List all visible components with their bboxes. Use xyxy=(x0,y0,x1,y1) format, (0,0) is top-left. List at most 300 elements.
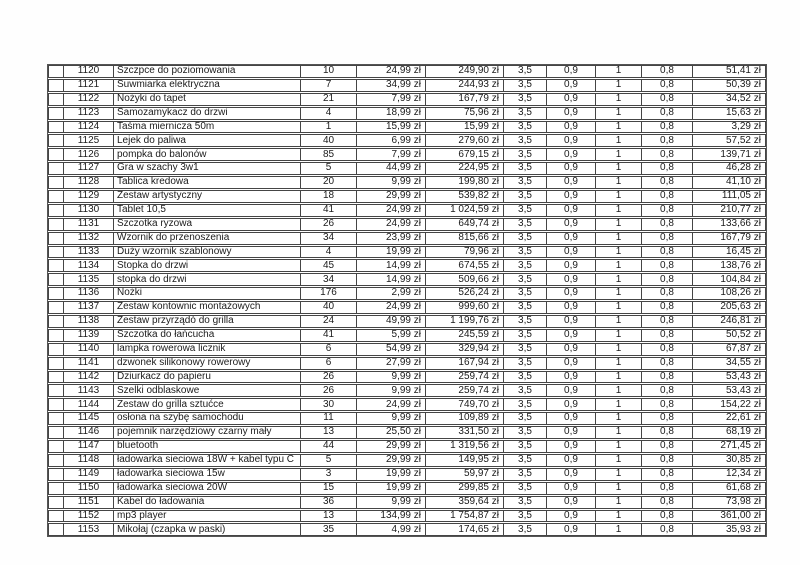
final-value-cell: 3,29 zł xyxy=(731,121,761,132)
unit-price-cell: 44,99 zł xyxy=(357,163,426,174)
product-name-cell: bluetooth xyxy=(114,441,301,452)
table-row xyxy=(48,121,766,134)
row-blank-cell xyxy=(49,358,64,369)
factor-1-cell: 3,5 xyxy=(504,316,547,327)
factor-2-cell: 0,9 xyxy=(547,163,596,174)
unit-price-cell: 14,99 zł xyxy=(357,274,426,285)
row-id-cell: 1146 xyxy=(64,427,114,438)
quantity-cell: 6 xyxy=(301,344,357,355)
quantity-cell: 11 xyxy=(301,413,357,424)
factor-1-cell: 3,5 xyxy=(504,122,547,133)
quantity-cell: 5 xyxy=(301,163,357,174)
unit-price-cell: 6,99 zł xyxy=(357,135,426,146)
row-id-cell: 1151 xyxy=(64,497,114,508)
factor-3-cell: 1 xyxy=(596,205,642,216)
factor-2-cell: 0,9 xyxy=(547,274,596,285)
quantity-cell: 176 xyxy=(301,288,357,299)
product-name-cell: dzwonek silikonowy rowerowy xyxy=(114,358,301,369)
quantity-cell: 1 xyxy=(301,122,357,133)
quantity-cell: 26 xyxy=(301,372,357,383)
table-row xyxy=(48,93,766,106)
row-blank-cell xyxy=(49,399,64,410)
product-name-cell: Duży wzornik szablonowy xyxy=(114,247,301,258)
table-row xyxy=(48,454,766,467)
factor-3-cell: 1 xyxy=(596,260,642,271)
factor-1-cell: 3,5 xyxy=(504,247,547,258)
table-row xyxy=(48,440,766,453)
unit-price-cell: 19,99 zł xyxy=(357,483,426,494)
quantity-cell: 40 xyxy=(301,302,357,313)
product-name-cell: Zestaw kontownic montażowych xyxy=(114,302,301,313)
total-price-cell: 167,94 zł xyxy=(426,358,504,369)
total-price-cell: 79,96 zł xyxy=(426,247,504,258)
factor-3-cell: 1 xyxy=(596,80,642,91)
row-id-cell: 1121 xyxy=(64,80,114,91)
factor-3-cell: 1 xyxy=(596,441,642,452)
product-name-cell: Tablet 10,5 xyxy=(114,205,301,216)
quantity-cell: 15 xyxy=(301,483,357,494)
factor-1-cell: 3,5 xyxy=(504,205,547,216)
factor-1-cell: 3,5 xyxy=(504,511,547,522)
product-name-cell: Samozamykacz do drzwi xyxy=(114,108,301,119)
final-value-cell: 139,71 zł xyxy=(720,149,761,160)
final-value-cell: 108,26 zł xyxy=(720,288,761,299)
row-id-cell: 1149 xyxy=(64,469,114,480)
product-name-cell: Nożki xyxy=(114,288,301,299)
final-value-cell: 50,52 zł xyxy=(725,329,761,341)
row-blank-cell xyxy=(49,483,64,494)
table-row xyxy=(48,65,766,78)
unit-price-cell: 24,99 zł xyxy=(357,205,426,216)
factor-2-cell: 0,9 xyxy=(547,358,596,369)
quantity-cell: 44 xyxy=(301,441,357,452)
factor-3-cell: 1 xyxy=(596,302,642,313)
unit-price-cell: 24,99 zł xyxy=(357,302,426,313)
unit-price-cell: 15,99 zł xyxy=(357,122,426,133)
table-row xyxy=(48,357,766,370)
factor-4-cell: 0,8 xyxy=(642,135,693,146)
final-value-cell: 34,52 zł xyxy=(725,93,761,104)
row-blank-cell xyxy=(49,344,64,355)
row-id-cell: 1125 xyxy=(64,135,114,146)
quantity-cell: 4 xyxy=(301,247,357,258)
product-name-cell: Dziurkacz do papieru xyxy=(114,372,301,383)
final-value-cell: 53,43 zł xyxy=(725,385,761,396)
row-id-cell: 1153 xyxy=(64,524,114,535)
factor-2-cell: 0,9 xyxy=(547,497,596,508)
factor-2-cell: 0,9 xyxy=(547,524,596,535)
factor-3-cell: 1 xyxy=(596,66,642,77)
factor-2-cell: 0,9 xyxy=(547,316,596,327)
row-blank-cell xyxy=(49,413,64,424)
row-id-cell: 1150 xyxy=(64,483,114,494)
factor-1-cell: 3,5 xyxy=(504,441,547,452)
row-blank-cell xyxy=(49,469,64,480)
table-row xyxy=(48,246,766,259)
unit-price-cell: 23,99 zł xyxy=(357,233,426,244)
factor-1-cell: 3,5 xyxy=(504,260,547,271)
row-blank-cell xyxy=(49,80,64,91)
total-price-cell: 149,95 zł xyxy=(426,455,504,466)
final-value-cell: 167,79 zł xyxy=(720,232,761,243)
total-price-cell: 259,74 zł xyxy=(426,385,504,396)
factor-2-cell: 0,9 xyxy=(547,233,596,244)
row-blank-cell xyxy=(49,302,64,313)
quantity-cell: 26 xyxy=(301,385,357,396)
factor-4-cell: 0,8 xyxy=(642,316,693,327)
factor-2-cell: 0,9 xyxy=(547,191,596,202)
row-blank-cell xyxy=(49,524,64,535)
quantity-cell: 41 xyxy=(301,330,357,341)
final-value-cell: 67,87 zł xyxy=(725,343,761,354)
total-price-cell: 509,66 zł xyxy=(426,274,504,285)
product-name-cell: Szczotka ryzowa xyxy=(114,219,301,230)
row-id-cell: 1134 xyxy=(64,260,114,271)
final-value-cell: 46,28 zł xyxy=(725,163,761,174)
quantity-cell: 18 xyxy=(301,191,357,202)
quantity-cell: 40 xyxy=(301,135,357,146)
total-price-cell: 15,99 zł xyxy=(426,122,504,133)
total-price-cell: 815,66 zł xyxy=(426,233,504,244)
final-value-cell: 57,52 zł xyxy=(725,135,761,146)
quantity-cell: 34 xyxy=(301,233,357,244)
row-blank-cell xyxy=(49,219,64,230)
final-value-cell: 15,63 zł xyxy=(725,107,761,118)
total-price-cell: 167,79 zł xyxy=(426,94,504,105)
final-value-cell: 61,68 zł xyxy=(725,482,761,493)
factor-2-cell: 0,9 xyxy=(547,455,596,466)
factor-1-cell: 3,5 xyxy=(504,80,547,91)
product-name-cell: Szczpce do poziomowania xyxy=(114,66,301,77)
factor-4-cell: 0,8 xyxy=(642,344,693,355)
total-price-cell: 245,59 zł xyxy=(426,330,504,341)
table-row xyxy=(48,79,766,92)
table-row xyxy=(48,384,766,397)
factor-2-cell: 0,9 xyxy=(547,372,596,383)
factor-4-cell: 0,8 xyxy=(642,177,693,188)
factor-2-cell: 0,9 xyxy=(547,344,596,355)
final-value-cell: 41,10 zł xyxy=(725,177,761,188)
factor-3-cell: 1 xyxy=(596,191,642,202)
unit-price-cell: 14,99 zł xyxy=(357,260,426,271)
final-value-cell: 22,61 zł xyxy=(725,413,761,424)
row-blank-cell xyxy=(49,122,64,133)
final-value-cell: 104,84 zł xyxy=(720,274,761,285)
total-price-cell: 679,15 zł xyxy=(426,149,504,160)
factor-4-cell: 0,8 xyxy=(642,149,693,160)
factor-3-cell: 1 xyxy=(596,483,642,494)
table-row xyxy=(48,204,766,217)
quantity-cell: 13 xyxy=(301,427,357,438)
quantity-cell: 24 xyxy=(301,316,357,327)
factor-3-cell: 1 xyxy=(596,163,642,174)
row-blank-cell xyxy=(49,247,64,258)
product-name-cell: lampka rowerowa licznik xyxy=(114,344,301,355)
factor-1-cell: 3,5 xyxy=(504,274,547,285)
factor-4-cell: 0,8 xyxy=(642,385,693,396)
product-name-cell: osłona na szybę samochodu xyxy=(114,413,301,424)
total-price-cell: 199,80 zł xyxy=(426,177,504,188)
table-row xyxy=(48,273,766,286)
final-value-cell: 16,45 zł xyxy=(725,246,761,257)
quantity-cell: 10 xyxy=(301,66,357,77)
final-value-cell: 12,34 zł xyxy=(725,468,761,480)
factor-1-cell: 3,5 xyxy=(504,427,547,438)
table-row xyxy=(48,107,766,120)
product-name-cell: Zestaw artystyczny xyxy=(114,191,301,202)
factor-3-cell: 1 xyxy=(596,288,642,299)
total-price-cell: 59,97 zł xyxy=(426,469,504,480)
factor-1-cell: 3,5 xyxy=(504,497,547,508)
factor-3-cell: 1 xyxy=(596,219,642,230)
product-name-cell: mp3 player xyxy=(114,511,301,522)
table-row xyxy=(48,398,766,411)
unit-price-cell: 25,50 zł xyxy=(357,427,426,438)
factor-2-cell: 0,9 xyxy=(547,330,596,341)
unit-price-cell: 9,99 zł xyxy=(357,413,426,424)
table-row xyxy=(48,232,766,245)
factor-3-cell: 1 xyxy=(596,122,642,133)
factor-4-cell: 0,8 xyxy=(642,330,693,341)
row-id-cell: 1139 xyxy=(64,330,114,341)
row-id-cell: 1123 xyxy=(64,108,114,119)
table-row xyxy=(48,482,766,495)
table-row xyxy=(48,523,766,536)
row-id-cell: 1138 xyxy=(64,316,114,327)
row-id-cell: 1140 xyxy=(64,344,114,355)
table-row xyxy=(48,176,766,189)
factor-4-cell: 0,8 xyxy=(642,511,693,522)
factor-2-cell: 0,9 xyxy=(547,288,596,299)
product-name-cell: Wzornik do przenoszenia xyxy=(114,233,301,244)
quantity-cell: 36 xyxy=(301,497,357,508)
factor-3-cell: 1 xyxy=(596,330,642,341)
row-id-cell: 1124 xyxy=(64,122,114,133)
final-value-cell: 246,81 zł xyxy=(720,316,761,327)
unit-price-cell: 34,99 zł xyxy=(357,80,426,91)
factor-3-cell: 1 xyxy=(596,108,642,119)
product-name-cell: Stopka do drzwi xyxy=(114,260,301,271)
row-id-cell: 1141 xyxy=(64,358,114,369)
total-price-cell: 749,70 zł xyxy=(426,399,504,410)
row-blank-cell xyxy=(49,455,64,466)
row-id-cell: 1147 xyxy=(64,441,114,452)
factor-2-cell: 0,9 xyxy=(547,260,596,271)
unit-price-cell: 134,99 zł xyxy=(357,511,426,522)
factor-3-cell: 1 xyxy=(596,511,642,522)
product-name-cell: Nożyki do tapet xyxy=(114,94,301,105)
row-blank-cell xyxy=(49,94,64,105)
row-id-cell: 1126 xyxy=(64,149,114,160)
total-price-cell: 1 024,59 zł xyxy=(426,205,504,216)
row-blank-cell xyxy=(49,274,64,285)
table-row xyxy=(48,468,766,481)
unit-price-cell: 18,99 zł xyxy=(357,108,426,119)
row-id-cell: 1145 xyxy=(64,413,114,424)
factor-3-cell: 1 xyxy=(596,233,642,244)
factor-1-cell: 3,5 xyxy=(504,455,547,466)
row-blank-cell xyxy=(49,108,64,119)
unit-price-cell: 54,99 zł xyxy=(357,344,426,355)
table-row xyxy=(48,496,766,509)
factor-3-cell: 1 xyxy=(596,385,642,396)
total-price-cell: 299,85 zł xyxy=(426,483,504,494)
final-value-cell: 210,77 zł xyxy=(720,204,761,216)
row-blank-cell xyxy=(49,135,64,146)
row-blank-cell xyxy=(49,149,64,160)
unit-price-cell: 29,99 zł xyxy=(357,441,426,452)
row-id-cell: 1135 xyxy=(64,274,114,285)
factor-1-cell: 3,5 xyxy=(504,163,547,174)
row-blank-cell xyxy=(49,288,64,299)
quantity-cell: 13 xyxy=(301,511,357,522)
factor-4-cell: 0,8 xyxy=(642,205,693,216)
final-value-cell: 154,22 zł xyxy=(720,399,761,410)
product-name-cell: Zestaw do grilla sztućce xyxy=(114,399,301,410)
factor-1-cell: 3,5 xyxy=(504,219,547,230)
unit-price-cell: 9,99 zł xyxy=(357,497,426,508)
factor-3-cell: 1 xyxy=(596,427,642,438)
table-row xyxy=(48,162,766,175)
row-blank-cell xyxy=(49,385,64,396)
factor-1-cell: 3,5 xyxy=(504,233,547,244)
product-name-cell: Zestaw przyrządó do grilla xyxy=(114,316,301,327)
unit-price-cell: 27,99 zł xyxy=(357,358,426,369)
row-blank-cell xyxy=(49,191,64,202)
total-price-cell: 249,90 zł xyxy=(426,66,504,77)
unit-price-cell: 4,99 zł xyxy=(357,524,426,535)
factor-1-cell: 3,5 xyxy=(504,330,547,341)
factor-3-cell: 1 xyxy=(596,344,642,355)
row-id-cell: 1120 xyxy=(64,66,114,77)
factor-4-cell: 0,8 xyxy=(642,372,693,383)
table-row xyxy=(48,259,766,272)
row-blank-cell xyxy=(49,316,64,327)
factor-3-cell: 1 xyxy=(596,94,642,105)
factor-4-cell: 0,8 xyxy=(642,469,693,480)
table-row xyxy=(48,287,766,300)
product-name-cell: Kabel do ładowania xyxy=(114,497,301,508)
row-id-cell: 1131 xyxy=(64,219,114,230)
factor-4-cell: 0,8 xyxy=(642,455,693,466)
factor-1-cell: 3,5 xyxy=(504,483,547,494)
factor-1-cell: 3,5 xyxy=(504,413,547,424)
total-price-cell: 244,93 zł xyxy=(426,80,504,91)
factor-4-cell: 0,8 xyxy=(642,483,693,494)
row-blank-cell xyxy=(49,205,64,216)
row-id-cell: 1144 xyxy=(64,399,114,410)
total-price-cell: 1 754,87 zł xyxy=(426,511,504,522)
final-value-cell: 34,55 zł xyxy=(725,357,761,368)
final-value-cell: 35,93 zł xyxy=(725,524,761,535)
table-row xyxy=(48,134,766,147)
final-value-cell: 50,39 zł xyxy=(725,79,761,91)
factor-1-cell: 3,5 xyxy=(504,149,547,160)
total-price-cell: 174,65 zł xyxy=(426,524,504,535)
row-blank-cell xyxy=(49,177,64,188)
factor-3-cell: 1 xyxy=(596,135,642,146)
factor-1-cell: 3,5 xyxy=(504,66,547,77)
row-id-cell: 1137 xyxy=(64,302,114,313)
final-value-cell: 30,85 zł xyxy=(725,454,761,466)
unit-price-cell: 9,99 zł xyxy=(357,177,426,188)
row-blank-cell xyxy=(49,260,64,271)
factor-2-cell: 0,9 xyxy=(547,94,596,105)
factor-2-cell: 0,9 xyxy=(547,80,596,91)
final-value-cell: 138,76 zł xyxy=(720,260,761,271)
row-blank-cell xyxy=(49,427,64,438)
final-value-cell: 73,98 zł xyxy=(725,496,761,507)
factor-4-cell: 0,8 xyxy=(642,108,693,119)
factor-2-cell: 0,9 xyxy=(547,135,596,146)
final-value-cell: 111,05 zł xyxy=(721,191,761,202)
product-name-cell: Mikołaj (czapka w paski) xyxy=(114,524,301,535)
quantity-cell: 20 xyxy=(301,177,357,188)
factor-3-cell: 1 xyxy=(596,455,642,466)
factor-2-cell: 0,9 xyxy=(547,302,596,313)
final-value-cell: 51,41 zł xyxy=(725,66,761,77)
factor-1-cell: 3,5 xyxy=(504,385,547,396)
table-row xyxy=(48,412,766,425)
row-id-cell: 1152 xyxy=(64,511,114,522)
table-row xyxy=(48,148,766,161)
factor-1-cell: 3,5 xyxy=(504,94,547,105)
factor-2-cell: 0,9 xyxy=(547,511,596,522)
factor-1-cell: 3,5 xyxy=(504,191,547,202)
factor-3-cell: 1 xyxy=(596,469,642,480)
table-row xyxy=(48,329,766,342)
unit-price-cell: 2,99 zł xyxy=(357,288,426,299)
factor-2-cell: 0,9 xyxy=(547,385,596,396)
product-name-cell: stopka do drzwi xyxy=(114,274,301,285)
total-price-cell: 674,55 zł xyxy=(426,260,504,271)
factor-2-cell: 0,9 xyxy=(547,205,596,216)
quantity-cell: 3 xyxy=(301,469,357,480)
factor-2-cell: 0,9 xyxy=(547,149,596,160)
quantity-cell: 30 xyxy=(301,399,357,410)
product-name-cell: Suwmiarka elektryczna xyxy=(114,80,301,91)
unit-price-cell: 24,99 zł xyxy=(357,219,426,230)
factor-1-cell: 3,5 xyxy=(504,344,547,355)
factor-4-cell: 0,8 xyxy=(642,260,693,271)
factor-2-cell: 0,9 xyxy=(547,177,596,188)
factor-1-cell: 3,5 xyxy=(504,372,547,383)
total-price-cell: 259,74 zł xyxy=(426,372,504,383)
factor-4-cell: 0,8 xyxy=(642,122,693,133)
factor-3-cell: 1 xyxy=(596,177,642,188)
product-name-cell: pompka do balonów xyxy=(114,149,301,160)
factor-2-cell: 0,9 xyxy=(547,122,596,133)
table-row xyxy=(48,510,766,523)
total-price-cell: 331,50 zł xyxy=(426,427,504,438)
unit-price-cell: 9,99 zł xyxy=(357,372,426,383)
quantity-cell: 5 xyxy=(301,455,357,466)
final-value-cell: 271,45 zł xyxy=(720,441,761,452)
total-price-cell: 75,96 zł xyxy=(426,108,504,119)
final-value-cell: 361,00 zł xyxy=(720,510,761,521)
row-id-cell: 1143 xyxy=(64,385,114,396)
quantity-cell: 34 xyxy=(301,274,357,285)
unit-price-cell: 5,99 zł xyxy=(357,330,426,341)
unit-price-cell: 24,99 zł xyxy=(357,399,426,410)
quantity-cell: 21 xyxy=(301,94,357,105)
quantity-cell: 6 xyxy=(301,358,357,369)
factor-4-cell: 0,8 xyxy=(642,413,693,424)
factor-2-cell: 0,9 xyxy=(547,427,596,438)
factor-3-cell: 1 xyxy=(596,372,642,383)
factor-3-cell: 1 xyxy=(596,524,642,535)
factor-1-cell: 3,5 xyxy=(504,469,547,480)
